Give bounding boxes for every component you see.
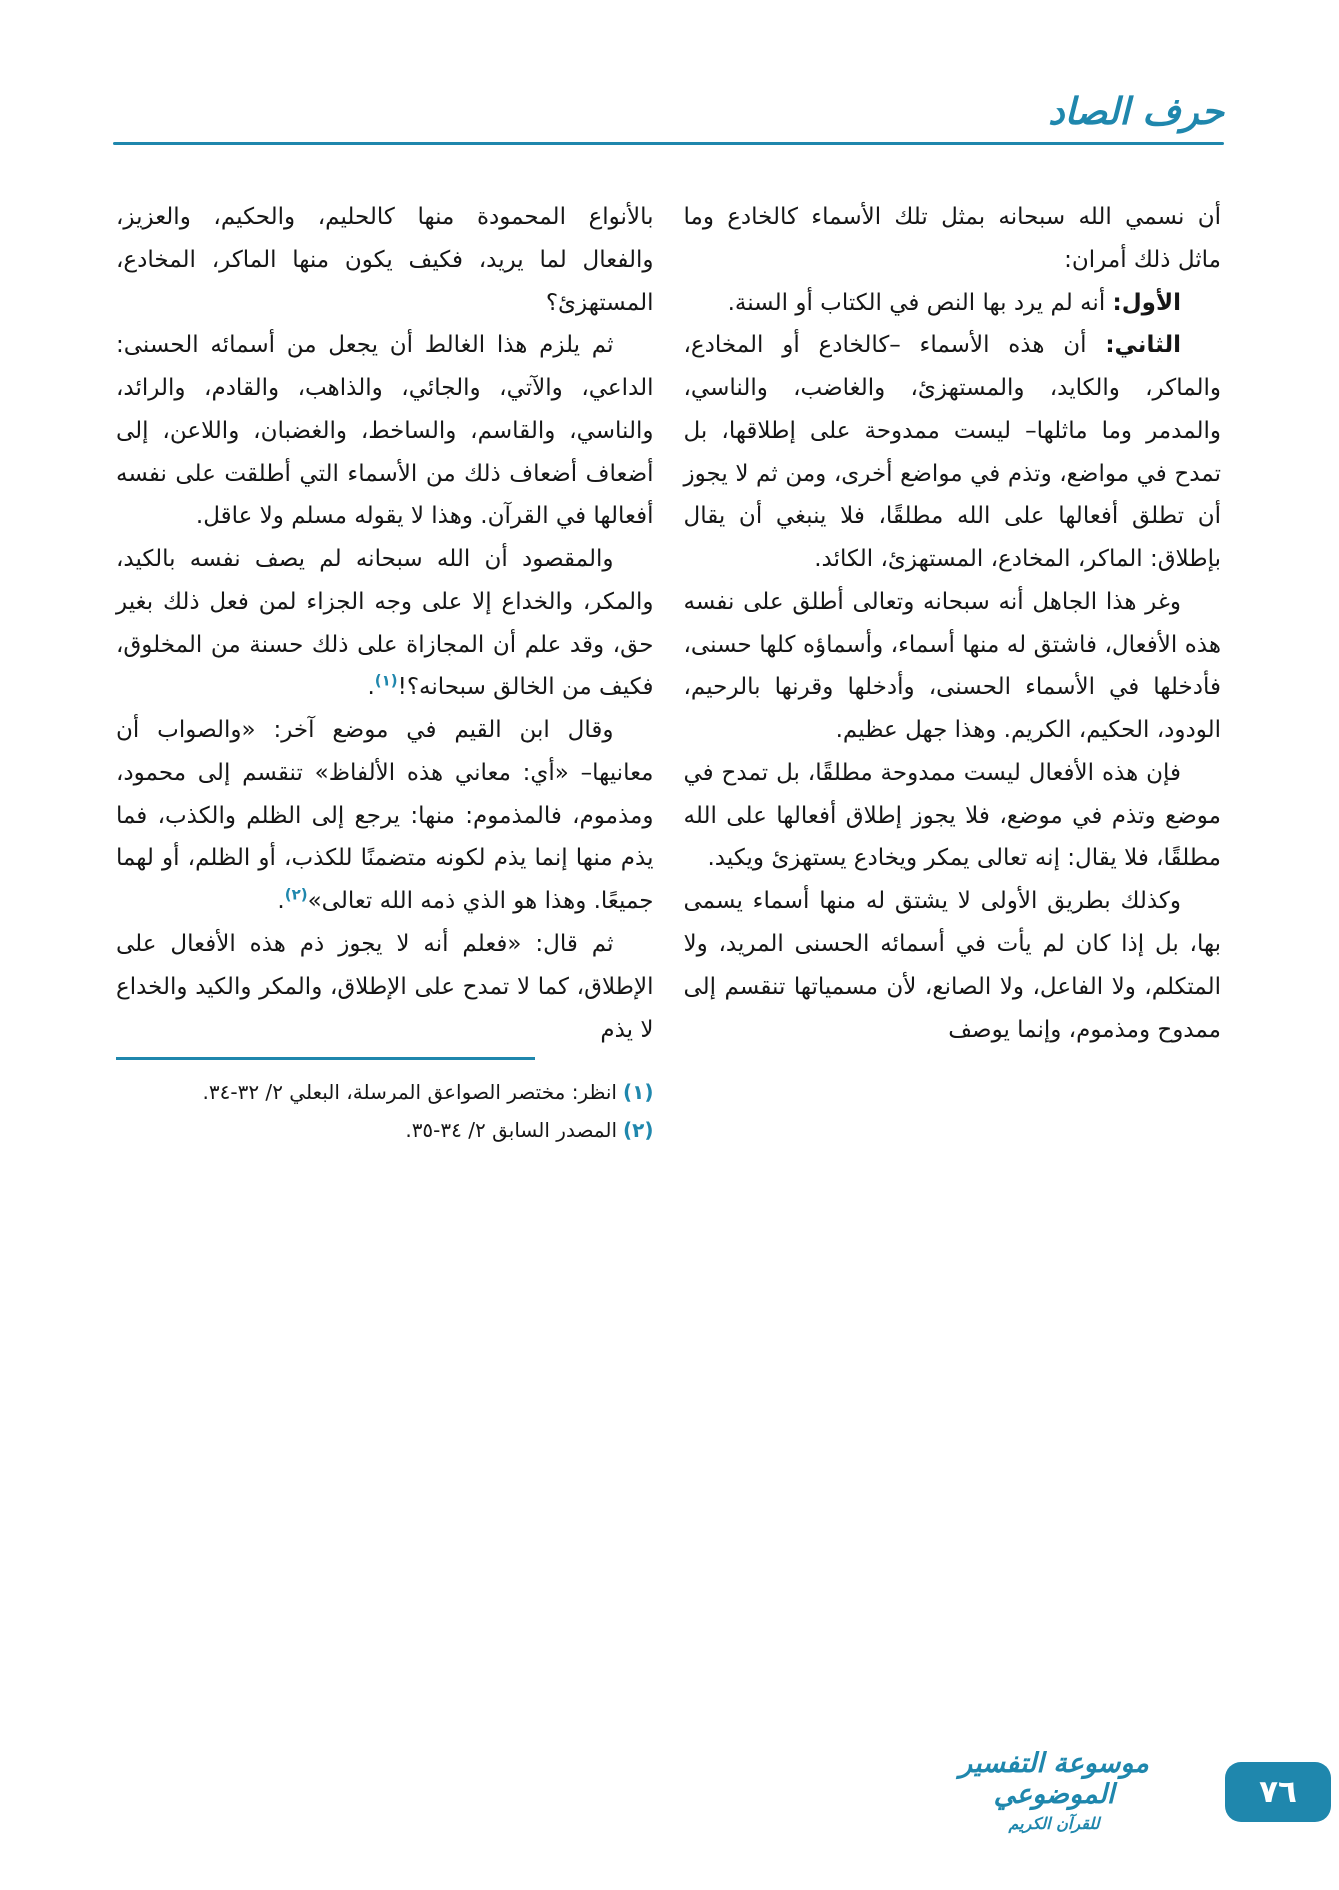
paragraph-text: وكذلك بطريق الأولى لا يشتق له منها أسماء يسمى بها، بل إذا كان لم يأت في أسمائه الحسنى المريد، ولا المتكلم، ولا الفاعل، ولا الصانع، لأن مسمياتها تنقسم إلى ممدوح ومذموم، وإنما يوصف — [683, 888, 1221, 1043]
paragraph-lead: الثاني: — [1105, 332, 1181, 359]
paragraph-text: والمقصود أن الله سبحانه لم يصف نفسه بالكيد، والمكر، والخداع إلا على وجه الجزاء لمن فعل ذلك بغير حق، وقد علم أن المجازاة على ذلك حسنة من المخلوق، فكيف من الخالق سبحانه؟! — [116, 546, 654, 701]
paragraph — [116, 196, 654, 324]
footnote-item — [116, 1074, 654, 1110]
paragraph — [116, 923, 654, 1051]
paragraph-text: وغر هذا الجاهل أنه سبحانه وتعالى أطلق على نفسه هذه الأفعال، فاشتق له منها أسماء، وأسماؤه كلها حسنى، فأدخلها في الأسماء الحسنى، وأدخلها وقرنها بالرحيم، الودود، الحكيم، الكريم. وهذا جهل عظيم. — [683, 588, 1221, 744]
text-column-left — [116, 196, 654, 1150]
paragraph — [684, 752, 1222, 880]
footnote-marker: (٢) — [623, 1118, 654, 1143]
paragraph — [684, 324, 1222, 581]
page-header — [113, 92, 1224, 145]
paragraph-lead: الأول: — [1112, 289, 1181, 316]
page-number-badge — [1225, 1762, 1331, 1822]
footnotes — [116, 1057, 654, 1148]
footnote-item — [116, 1112, 654, 1148]
paragraph — [116, 709, 654, 923]
paragraph-tail: . — [367, 674, 375, 701]
paragraph — [684, 196, 1222, 282]
paragraph-text: ثم يلزم هذا الغالط أن يجعل من أسمائه الحسنى: الداعي، والآتي، والجائي، والذاهب، والقادم، والرائد، والناسي، والقاسم، والساخط، والغضبان، واللاعن، إلى أضعاف أضعاف ذلك من الأسماء التي أطلقت على نفسه أفعالها في القرآن. وهذا لا يقوله مسلم ولا عاقل. — [116, 332, 654, 530]
footnote-ref: (٢) — [284, 885, 308, 904]
paragraph — [116, 324, 654, 538]
publisher-emblem — [929, 1748, 1179, 1833]
paragraph — [684, 282, 1222, 325]
header-divider — [113, 142, 1224, 145]
text-column-right — [684, 196, 1222, 1150]
footnote-separator — [116, 1057, 535, 1060]
paragraph-text: أن نسمي الله سبحانه بمثل تلك الأسماء كالخادع وما ماثل ذلك أمران: — [683, 204, 1221, 273]
paragraph — [684, 880, 1222, 1051]
paragraph-text: فإن هذه الأفعال ليست ممدوحة مطلقًا، بل تمدح في موضع وتذم في موضع، فلا يجوز إطلاق أفعالها على الله مطلقًا، فلا يقال: إنه تعالى يمكر ويخادع يستهزئ ويكيد. — [683, 759, 1221, 872]
paragraph-tail: . — [277, 888, 285, 915]
paragraph-text: بالأنواع المحمودة منها كالحليم، والحكيم، والعزيز، والفعال لما يريد، فكيف يكون منها الماكر، المخادع، المستهزئ؟ — [116, 204, 654, 316]
paragraph — [116, 538, 654, 709]
footnote-text: المصدر السابق ٢/ ٣٤-٣٥. — [405, 1118, 617, 1143]
paragraph-text: أنه لم يرد بها النص في الكتاب أو السنة. — [727, 289, 1113, 316]
emblem-title: موسوعة التفسير الموضوعي — [959, 1748, 1149, 1811]
paragraph — [684, 581, 1222, 752]
emblem-subtitle: للقرآن الكريم — [1008, 1814, 1100, 1834]
footnote-marker: (١) — [623, 1080, 654, 1105]
page-number: ٧٦ — [1259, 1774, 1297, 1810]
paragraph-text: وقال ابن القيم في موضع آخر: «والصواب أن معانيها– «أي: معاني هذه الألفاظ» تنقسم إلى محمود، ومذموم، فالمذموم: منها: يرجع إلى الظلم والكذب، فما يذم منها إنما يذم لكونه متضمنًا للكذب، أو الظلم، أو لهما جميعًا. وهذا هو الذي ذمه الله تعالى» — [116, 717, 654, 915]
paragraph-text: أن هذه الأسماء –كالخادع أو المخادع، والماكر، والكايد، والمستهزئ، والغاضب، والناسي، والمدمر وما ماثلها– ليست ممدوحة على إطلاقها، بل تمدح في مواضع، وتذم في مواضع أخرى، ومن ثم لا يجوز أن تطلق أفعالها على الله مطلقًا، فلا ينبغي أن يقال بإطلاق: الماكر، المخادع، المستهزئ، الكائد. — [683, 332, 1221, 573]
footnote-ref: (١) — [374, 671, 398, 690]
chapter-title: حرف الصاد — [1048, 90, 1224, 133]
footnote-text: انظر: مختصر الصواعق المرسلة، البعلي ٢/ ٣٢-٣٤. — [202, 1080, 617, 1105]
page-body — [116, 196, 1221, 1150]
paragraph-text: ثم قال: «فعلم أنه لا يجوز ذم هذه الأفعال على الإطلاق، كما لا تمدح على الإطلاق، والمكر والكيد والخداع لا يذم — [116, 931, 654, 1043]
